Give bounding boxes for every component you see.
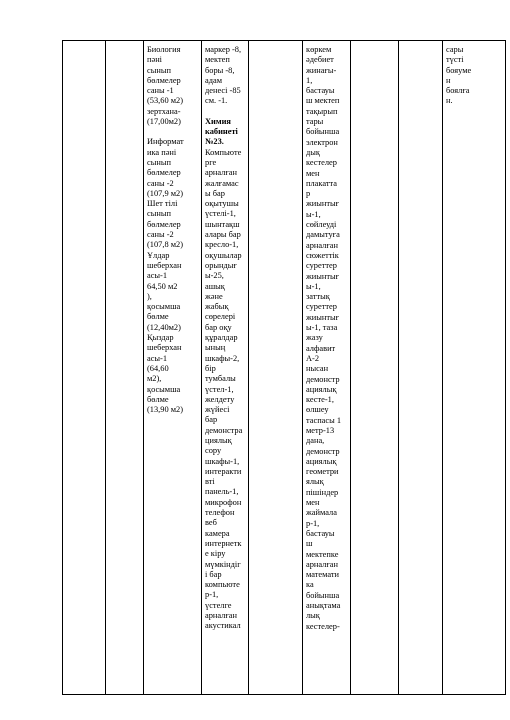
cell-col-6: [303, 41, 351, 695]
cell-col-3: [144, 41, 202, 695]
chemistry-equipment-text: Компьюте рге арналған жалғамас ы бар оқытушы үстелі-1, шынтақш алары бар кресло-1, оқушылар орындығ ы-25, ашық және жабық сөрелері бар оқу құралдар ының шкафы-2, бір тумбалы үстел-1, желдету жүйесі бар демонстра циялық сору шкафы-1, интеракти вті панель-1, микрофон телефон веб камера интернетк е кіру мүмкіндіг і бар компьюте р-1, үстелге арналған акустикал: [205, 147, 243, 631]
cell-col-4: [202, 41, 249, 695]
table-row: [63, 41, 506, 695]
inventory-table: [62, 40, 506, 695]
cell-col-8: [399, 41, 443, 695]
cell-col-9: [443, 41, 506, 695]
supplies-text: маркер -8, мектеп боры -8, адам денесі -85 см. -1.: [205, 45, 242, 106]
informatics-rooms-text: Информат ика пәні сынып бөлмелер саны -2 (107,9 м2) Шет тілі сынып бөлмелер саны -2 (107,8 м2) Ұлдар шеберхан асы-1 64,50 м2 ), қосымша бөлме (12,40м2) Қыздар шеберхан асы-1 (64,60 м2), қосымша бөлме (13,90 м2): [147, 137, 184, 415]
cell-col-1: [63, 41, 106, 695]
cell-col-5: [249, 41, 303, 695]
paint-note-text: сары түсті бояуме н боялға н.: [446, 45, 472, 106]
materials-list-text: көркем әдебиет жинағы- 1, бастауы ш мектеп тақырып тары бойынша электрон дық кестелер мен плакатта р жиынтығ ы-1, сөйлеуді дамытуға арналған сюжеттік суреттер жиынтығ ы-1, заттық суреттер жиынтығ ы-1, таза жазу алфавит А-2 нысан демонстр ациялық кесте-1, өлшеу таспасы 1 метр-13 дана, демонстр ациялық геометри ялық пішіндер мен жаймала р-1, бастауы ш мектепке арналған математи ка бойынша анықтама лық кестелер-: [306, 45, 342, 631]
chemistry-cabinet-heading: Химия кабинеті №23.: [205, 116, 238, 147]
cell-col-2: [106, 41, 144, 695]
cell-col-7: [351, 41, 399, 695]
biology-rooms-text: Биология пәні сынып бөлмелер саны -1 (53,60 м2) зертхана- (17,00м2): [147, 45, 184, 127]
